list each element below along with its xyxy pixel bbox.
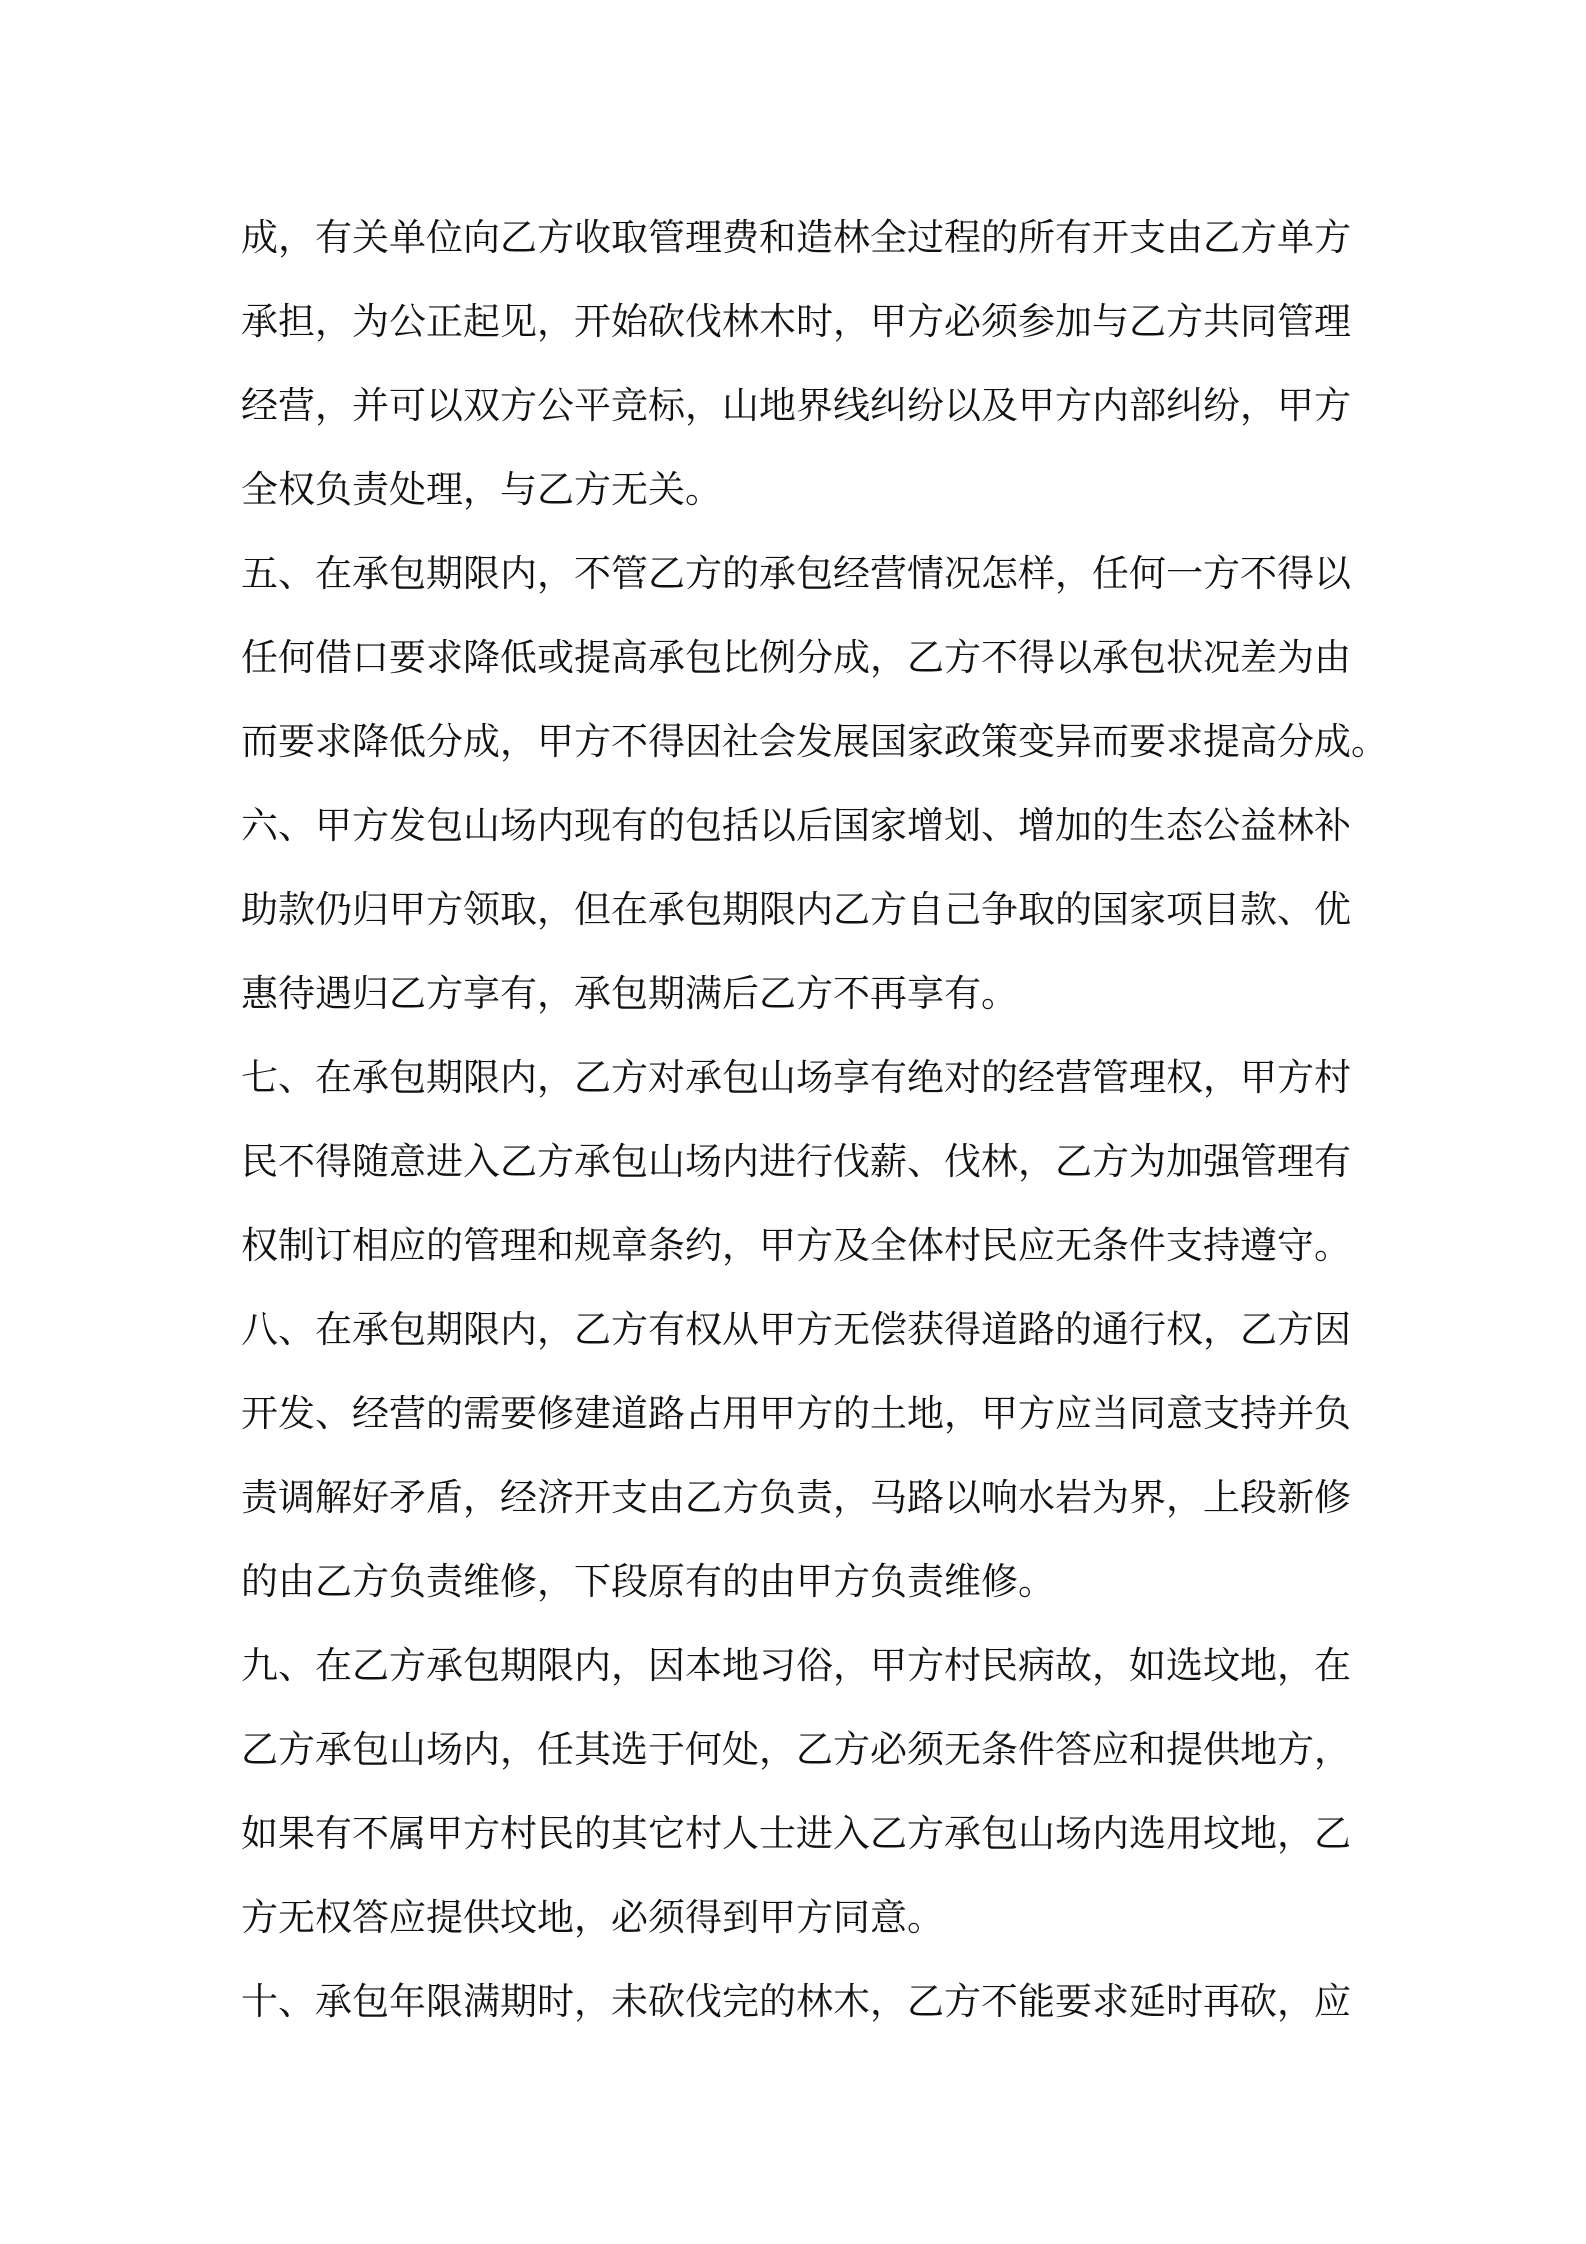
text-line: 成，有关单位向乙方收取管理费和造林全过程的所有开支由乙方单方 bbox=[241, 216, 1351, 259]
text-line: 开发、经营的需要修建道路占用甲方的土地，甲方应当同意支持并负 bbox=[241, 1392, 1351, 1435]
text-line: 方无权答应提供坟地，必须得到甲方同意。 bbox=[241, 1896, 944, 1939]
text-line: 而要求降低分成，甲方不得因社会发展国家政策变异而要求提高分成。 bbox=[241, 720, 1388, 763]
text-line: 责调解好矛盾，经济开支由乙方负责，马路以响水岩为界，上段新修 bbox=[241, 1476, 1351, 1519]
text-line: 承担，为公正起见，开始砍伐林木时，甲方必须参加与乙方共同管理 bbox=[241, 300, 1351, 343]
contract-text bbox=[241, 196, 1388, 2044]
text-line: 全权负责处理，与乙方无关。 bbox=[241, 468, 722, 511]
clause-10-line: 十、承包年限满期时，未砍伐完的林木，乙方不能要求延时再砍，应 bbox=[241, 1980, 1351, 2023]
clause-7-line: 七、在承包期限内，乙方对承包山场享有绝对的经营管理权，甲方村 bbox=[241, 1056, 1351, 1099]
text-line: 的由乙方负责维修，下段原有的由甲方负责维修。 bbox=[241, 1560, 1055, 1603]
clause-9-line: 九、在乙方承包期限内，因本地习俗，甲方村民病故，如选坟地，在 bbox=[241, 1644, 1351, 1687]
text-line: 如果有不属甲方村民的其它村人士进入乙方承包山场内选用坟地，乙 bbox=[241, 1812, 1351, 1855]
text-line: 乙方承包山场内，任其选于何处，乙方必须无条件答应和提供地方， bbox=[241, 1728, 1351, 1771]
text-line: 经营，并可以双方公平竞标，山地界线纠纷以及甲方内部纠纷，甲方 bbox=[241, 384, 1351, 427]
text-line: 任何借口要求降低或提高承包比例分成，乙方不得以承包状况差为由 bbox=[241, 636, 1351, 679]
clause-5-line: 五、在承包期限内，不管乙方的承包经营情况怎样，任何一方不得以 bbox=[241, 552, 1351, 595]
text-line: 民不得随意进入乙方承包山场内进行伐薪、伐林，乙方为加强管理有 bbox=[241, 1140, 1351, 1183]
text-line: 惠待遇归乙方享有，承包期满后乙方不再享有。 bbox=[241, 972, 1018, 1015]
clause-8-line: 八、在承包期限内，乙方有权从甲方无偿获得道路的通行权，乙方因 bbox=[241, 1308, 1351, 1351]
text-line: 助款仍归甲方领取，但在承包期限内乙方自己争取的国家项目款、优 bbox=[241, 888, 1351, 931]
text-line: 权制订相应的管理和规章条约，甲方及全体村民应无条件支持遵守。 bbox=[241, 1224, 1351, 1267]
clause-6-line: 六、甲方发包山场内现有的包括以后国家增划、增加的生态公益林补 bbox=[241, 804, 1351, 847]
